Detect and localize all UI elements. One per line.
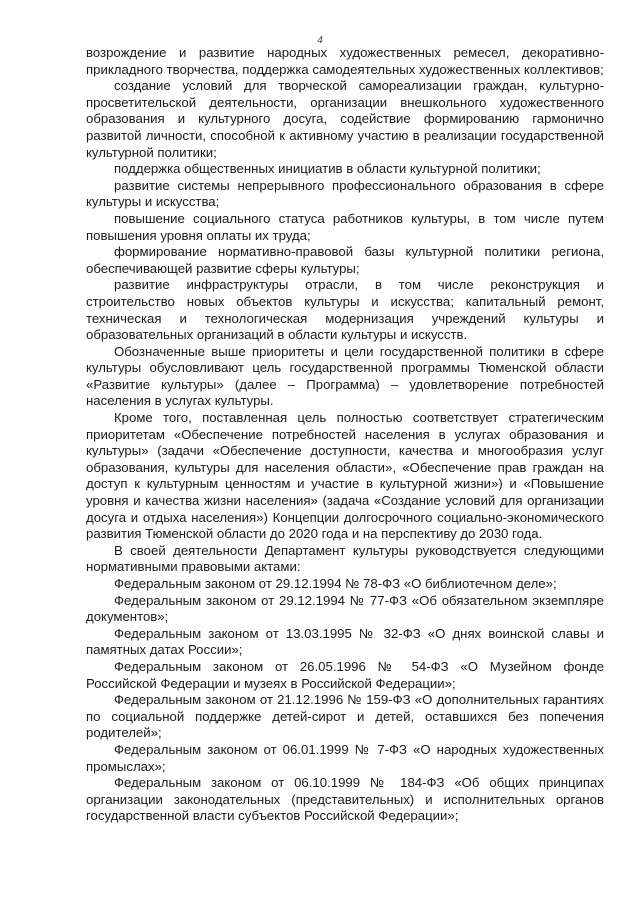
paragraph: развитие системы непрерывного профессионального образования в сфере культуры и искусства; <box>86 177 604 210</box>
legal-act-item: Федеральным законом от 06.01.1999 № 7-ФЗ «О народных художественных промыслах»; <box>86 741 604 774</box>
legal-act-item: Федеральным законом от 13.03.1995 № 32-ФЗ «О днях воинской славы и памятных датах России»; <box>86 625 604 658</box>
paragraph: поддержка общественных инициатив в области культурной политики; <box>114 161 541 177</box>
document-body <box>86 45 604 825</box>
paragraph: развитие инфраструктуры отрасли, в том числе реконструкция и строительство новых объектов культуры и искусства; капитальный ремонт, техническая и технологическая модернизация учреждений культуры и образовательных организаций в области культуры и искусств. <box>86 277 604 343</box>
page-number: 4 <box>317 34 323 46</box>
paragraph: формирование нормативно-правовой базы культурной политики региона, обеспечивающей развитие сферы культуры; <box>86 244 604 276</box>
paragraph: Обозначенные выше приоритеты и цели государственной политики в сфере культуры обусловливают цель государственной программы Тюменской области «Развитие культуры» (далее – Программа) – удовлетворение потребностей населения в услугах культуры. <box>86 343 604 409</box>
paragraph: создание условий для творческой самореализации граждан, культурно-просветительской деятельности, организации внешкольного художественного образования и культурного досуга, содействие формированию гармонично развитой личности, способной к активному участию в реализации государственной культурной политики; <box>86 78 604 160</box>
legal-act-item: Федеральным законом от 29.12.1994 № 78-ФЗ «О библиотечном деле»; <box>114 576 557 591</box>
paragraph: Кроме того, поставленная цель полностью соответствует стратегическим приоритетам «Обеспечение потребностей населения в услугах образования и культуры» (задачи «Обеспечение доступности, качества и многообразия услуг образования, культуры для населения области», «Обеспечение прав граждан на доступ к культурным ценностям и участие в культурной жизни») и «Повышение уровня и качества жизни населения» (задача «Создание условий для организации досуга и отдыха населения») Концепции долгосрочного социально-экономического развития Тюменской области до 2020 года и на перспективу до 2030 года. <box>86 410 604 542</box>
legal-act-item: Федеральным законом от 06.10.1999 № 184-ФЗ «Об общих принципах организации законодательных (представительных) и исполнительных органов государственной власти субъектов Российской Федерации»; <box>86 775 604 824</box>
legal-act-item: Федеральным законом от 21.12.1996 № 159-ФЗ «О дополнительных гарантиях по социальной поддержке детей-сирот и детей, оставшихся без попечения родителей»; <box>86 692 604 741</box>
paragraph: возрождение и развитие народных художественных ремесел, декоративно-прикладного творчества, поддержка самодеятельных художественных коллективов; <box>86 45 604 77</box>
legal-act-item: Федеральным законом от 26.05.1996 № 54-ФЗ «О Музейном фонде Российской Федерации и музеях в Российской Федерации»; <box>86 658 604 691</box>
paragraph: повышение социального статуса работников культуры, в том числе путем повышения уровня оплаты их труда; <box>86 210 604 243</box>
paragraph: В своей деятельности Департамент культуры руководствуется следующими нормативными правовыми актами: <box>86 542 604 575</box>
legal-act-item: Федеральным законом от 29.12.1994 № 77-ФЗ «Об обязательном экземпляре документов»; <box>86 592 604 625</box>
